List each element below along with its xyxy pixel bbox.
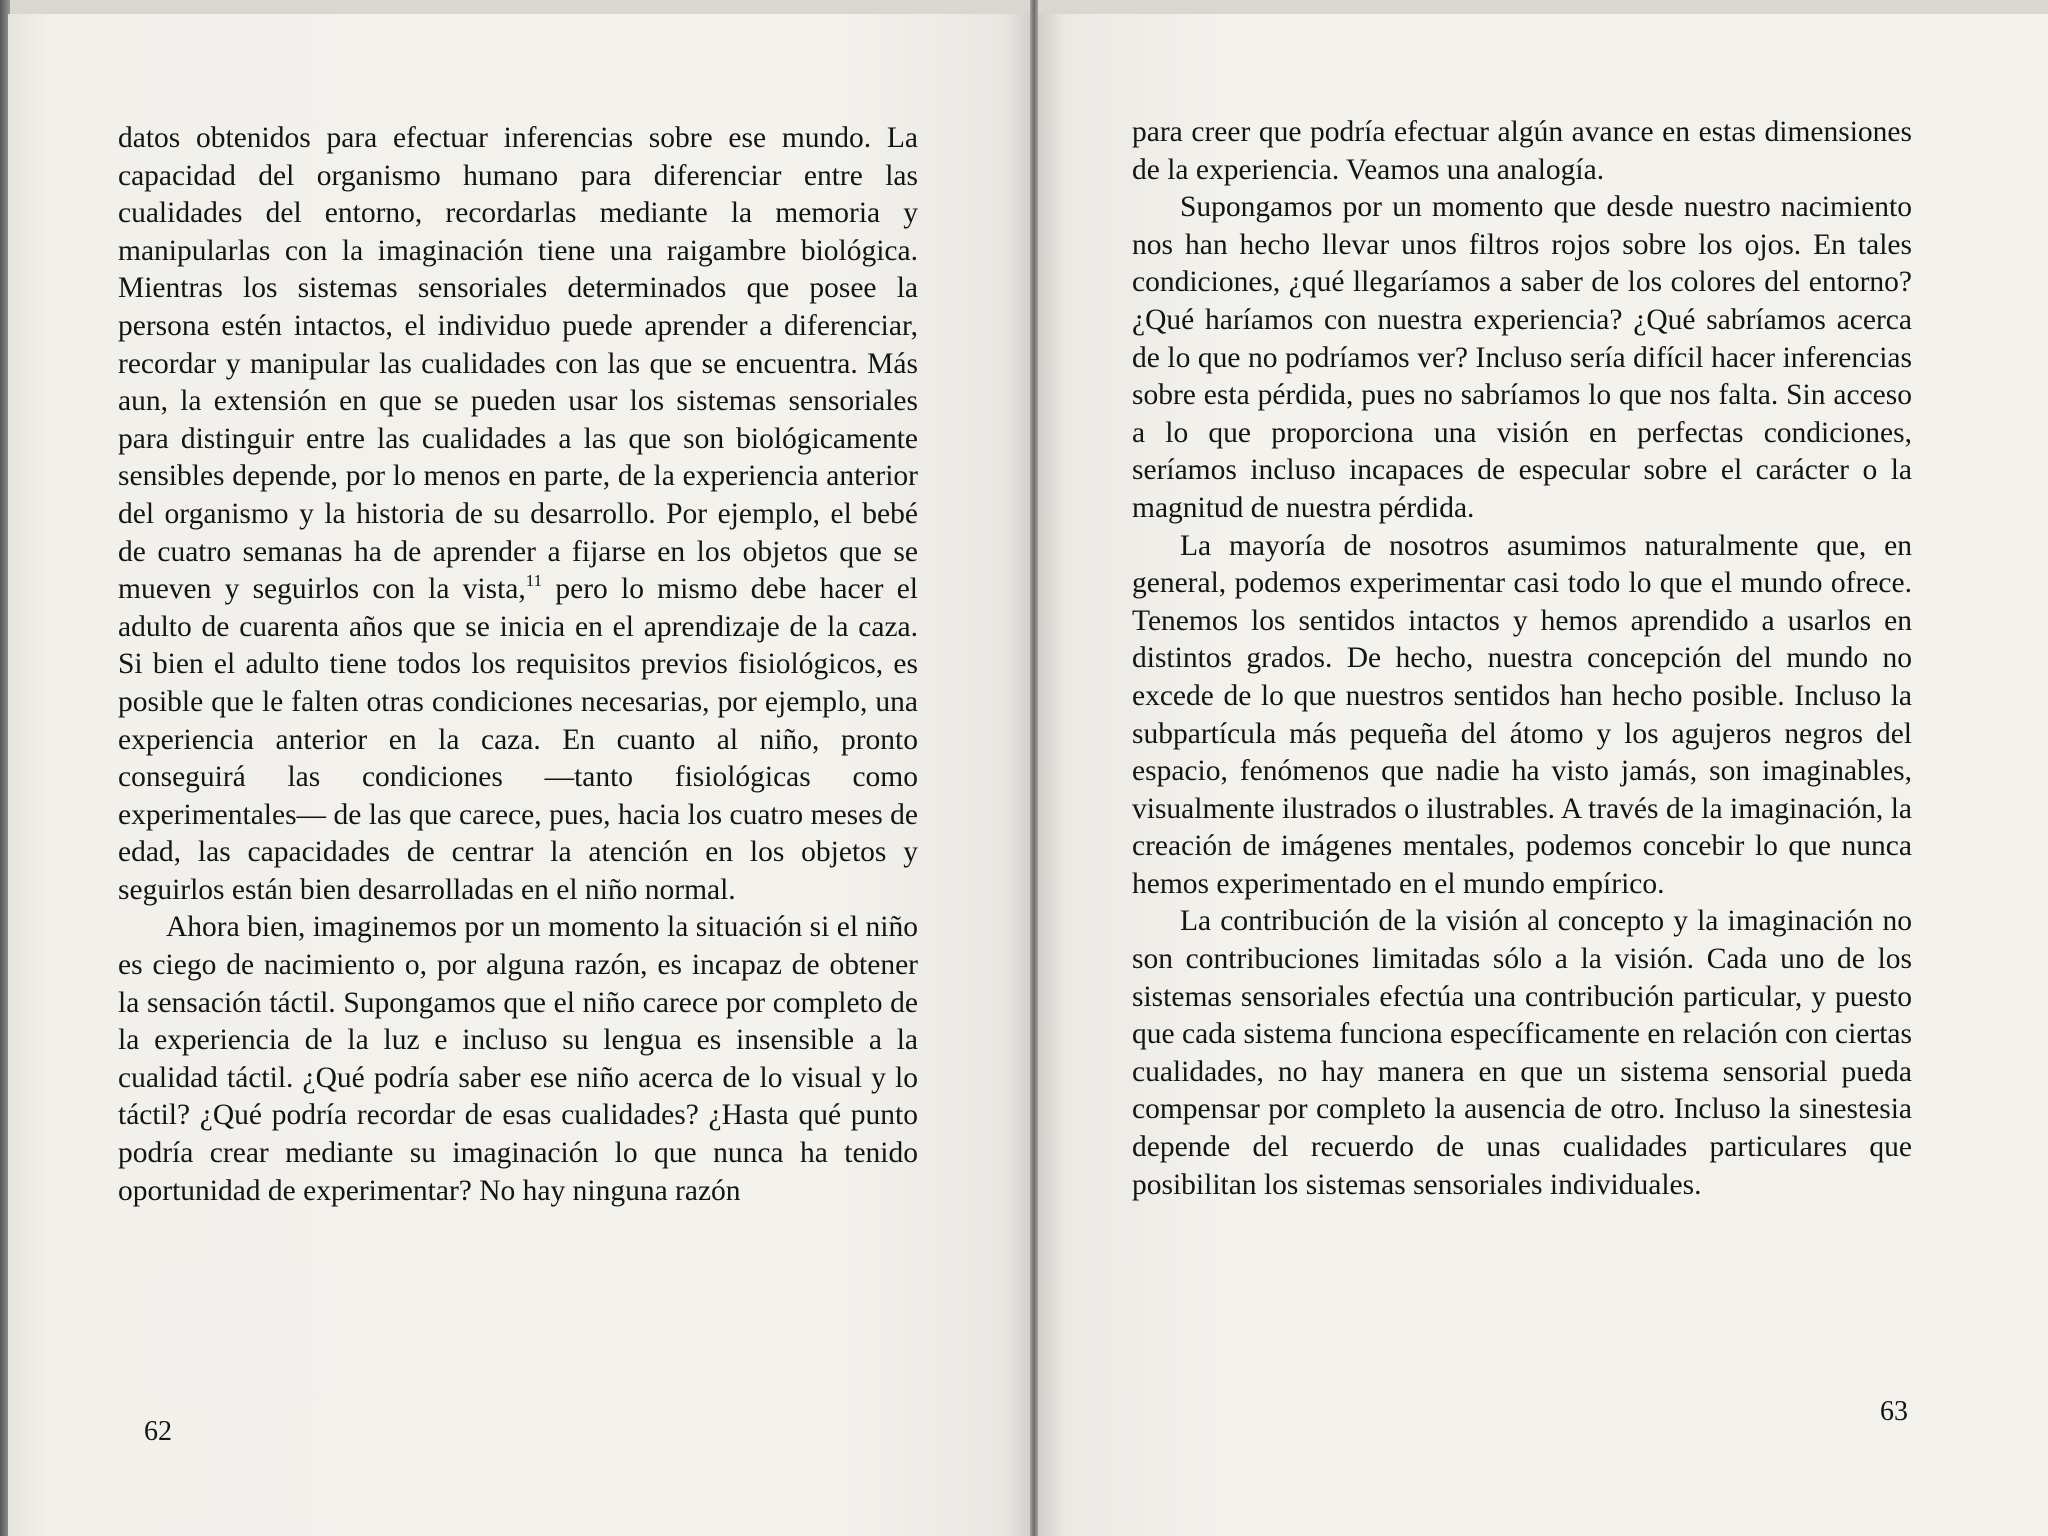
- book-gutter: [1030, 0, 1038, 1536]
- left-p1-lines-end: años que se inicia en el aprendizaje de la caza. Si bien el adulto tiene todos los requisitos previos fisiológicos, es posible que le falten otras condiciones necesarias, por ejemplo, una experiencia anterior en la caza. En cuanto al niño, pronto conseguirá las condiciones —tanto fisiológicas como experimentales— de las que carece, pues, hacia los cuatro meses de edad, las capacidades de centrar la atención en los objetos y seguirlos están bien desarrolladas en el niño normal.: [118, 610, 918, 906]
- left-p1-lines: datos obtenidos para efectuar inferencias sobre ese mundo. La capacidad del organismo humano para diferenciar entre las cualidades del entorno, recordarlas mediante la memoria y manipularlas con la imaginación tiene una raigambre biológica. Mientras los sistemas sensoriales determinados que posee la persona estén intactos, el individuo puede aprender a diferenciar, recordar y manipular las cualidades con las que se encuentra. Más aun, la extensión en que se pueden usar los sistemas sensoriales para distinguir entre las cualidades a las que son biológicamente sensibles depende, por lo menos en parte, de la experiencia anterior del organismo y la historia de su desarrollo. Por ejemplo, el bebé de cuatro semanas ha de aprender a fijarse en los objetos que se mueven y seguirlos con: [118, 122, 918, 606]
- footnote-line-end: pero lo mismo debe hacer el adulto de cuarenta: [118, 573, 918, 643]
- page-number-left: 62: [144, 1416, 172, 1447]
- right-paragraph-3: La mayoría de nosotros asumimos naturalmente que, en general, podemos experimentar casi todo lo que el mundo ofrece. Tenemos los sentidos intactos y hemos aprendido a usarlos en distintos grados. De hecho, nuestra concepción del mundo no excede de lo que nuestros sentidos han hecho posible. Incluso la subpartícula más pequeña del átomo y los agujeros negros del espacio, fenómenos que nadie ha visto jamás, son imaginables, visualmente ilustrados o ilustrables. A través de la imaginación, la creación de imágenes mentales, podemos concebir lo que nunca hemos experimentado en el mundo empírico.: [1132, 529, 1912, 900]
- footnote-reference: 11: [525, 571, 543, 591]
- left-page-text: [118, 120, 918, 1210]
- right-paragraph-1: para creer que podría efectuar algún avance en estas dimensiones de la experiencia. Veamos una analogía.: [1132, 116, 1912, 186]
- right-page-text: [1132, 114, 1912, 1204]
- page-number-right: 63: [1880, 1396, 1908, 1427]
- left-paragraph-1: [118, 120, 918, 909]
- footnote-line-start: la vista,: [428, 573, 526, 606]
- right-paragraph-2: Supongamos por un momento que desde nuestro nacimiento nos han hecho llevar unos filtros rojos sobre los ojos. En tales condiciones, ¿qué llegaríamos a saber de los colores del entorno? ¿Qué haríamos con nuestra experiencia? ¿Qué sabríamos acerca de lo que no podríamos ver? Incluso sería difícil hacer inferencias sobre esta pérdida, pues no sabríamos lo que nos falta. Sin acceso a lo que proporciona una visión en perfectas condiciones, seríamos incluso incapaces de especular sobre el carácter o la magnitud de nuestra pérdida.: [1132, 191, 1912, 524]
- right-paragraph-4: La contribución de la visión al concepto y la imaginación no son contribuciones limitadas sólo a la visión. Cada uno de los sistemas sensoriales efectúa una contribución particular, y puesto que cada sistema funciona específicamente en relación con ciertas cualidades, no hay manera en que un sistema sensorial pueda compensar por completo la ausencia de otro. Incluso la sinestesia depende del recuerdo de unas cualidades particulares que posibilitan los sistemas sensoriales individuales.: [1132, 905, 1912, 1201]
- left-paragraph-2: Ahora bien, imaginemos por un momento la situación si el niño es ciego de nacimiento o, por alguna razón, es incapaz de obtener la sensación táctil. Supongamos que el niño carece por completo de la experiencia de la luz e incluso su lengua es insensible a la cualidad táctil. ¿Qué podría saber ese niño acerca de lo visual y lo táctil? ¿Qué podría recordar de esas cualidades? ¿Hasta qué punto podría crear mediante su imaginación lo que nunca ha tenido oportunidad de experimentar? No hay ninguna razón: [118, 911, 918, 1207]
